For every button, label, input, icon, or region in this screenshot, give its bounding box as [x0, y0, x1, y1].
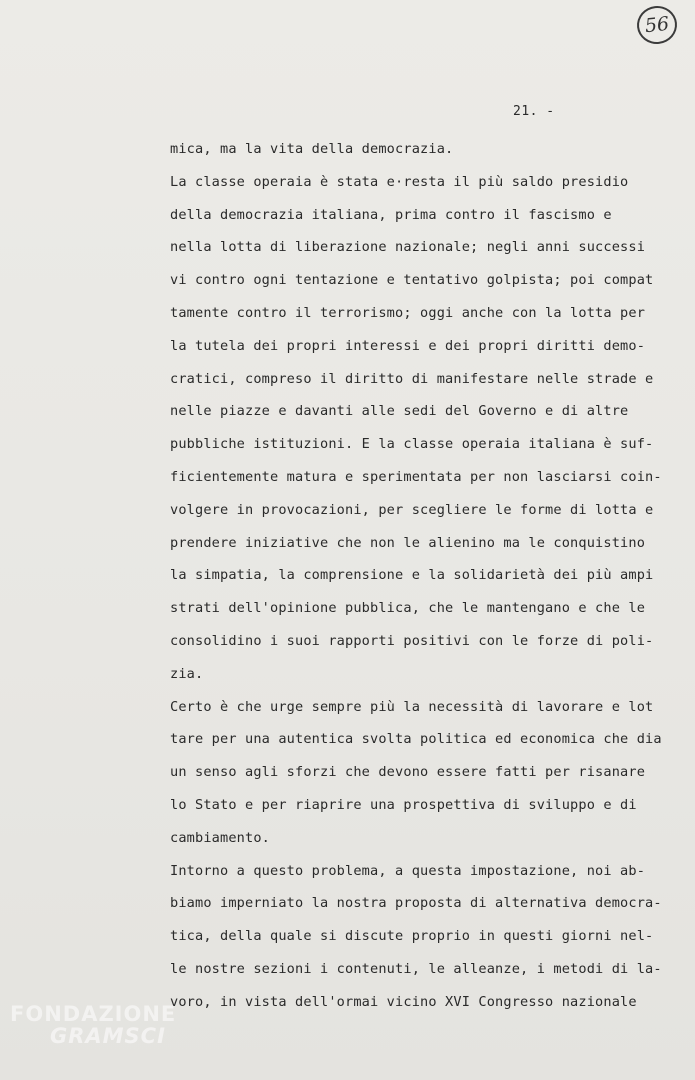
text-line: nella lotta di liberazione nazionale; negli anni successi [170, 239, 646, 256]
text-line: ficientemente matura e sperimentata per non lasciarsi coin- [170, 468, 662, 485]
text-line: Certo è che urge sempre più la necessità di lavorare e lot [170, 698, 654, 715]
text-line: la tutela dei propri interessi e dei propri diritti demo- [170, 337, 646, 354]
text-line: la simpatia, la comprensione e la solidarietà dei più ampi [170, 567, 654, 584]
text-line: La classe operaia è stata e·resta il più saldo presidio [170, 173, 629, 190]
text-line: un senso agli sforzi che devono essere fatti per risanare [170, 764, 646, 781]
text-line: cambiamento. [170, 829, 271, 846]
text-line: zia. [170, 665, 204, 682]
archive-number-stamp [635, 4, 679, 46]
text-line: le nostre sezioni i contenuti, le alleanze, i metodi di la- [170, 960, 662, 977]
text-line: strati dell'opinione pubblica, che le mantengano e che le [170, 600, 646, 617]
text-line: nelle piazze e davanti alle sedi del Governo e di altre [170, 403, 629, 420]
text-line: voro, in vista dell'ormai vicino XVI Congresso nazionale [170, 993, 637, 1010]
text-line: Intorno a questo problema, a questa impostazione, noi ab- [170, 862, 646, 879]
text-line: cratici, compreso il diritto di manifestare nelle strade e [170, 370, 654, 387]
body-text [170, 133, 670, 1019]
watermark-line-1: FONDAZIONE [10, 1002, 177, 1026]
text-line: volgere in provocazioni, per scegliere le forme di lotta e [170, 501, 654, 518]
text-line: consolidino i suoi rapporti positivi con le forze di poli- [170, 632, 654, 649]
text-line: tare per una autentica svolta politica ed economica che dia [170, 731, 662, 748]
text-line: tamente contro il terrorismo; oggi anche con la lotta per [170, 304, 646, 321]
text-line: pubbliche istituzioni. E la classe operaia italiana è suf- [170, 436, 654, 453]
watermark-line-2: GRAMSCI [50, 1024, 166, 1048]
page-number: 21. - [513, 104, 555, 119]
text-line: lo Stato e per riaprire una prospettiva di sviluppo e di [170, 796, 637, 813]
text-line: della democrazia italiana, prima contro il fascismo e [170, 206, 612, 223]
text-line: mica, ma la vita della democrazia. [170, 141, 454, 157]
text-line: prendere iniziative che non le alienino ma le conquistino [170, 534, 646, 551]
text-line: biamo imperniato la nostra proposta di alternativa democra- [170, 895, 662, 912]
archive-watermark [10, 1003, 176, 1047]
archive-number: 56 [643, 12, 671, 38]
text-line: tica, della quale si discute proprio in questi giorni nel- [170, 928, 654, 945]
text-line: vi contro ogni tentazione e tentativo golpista; poi compat [170, 272, 654, 289]
